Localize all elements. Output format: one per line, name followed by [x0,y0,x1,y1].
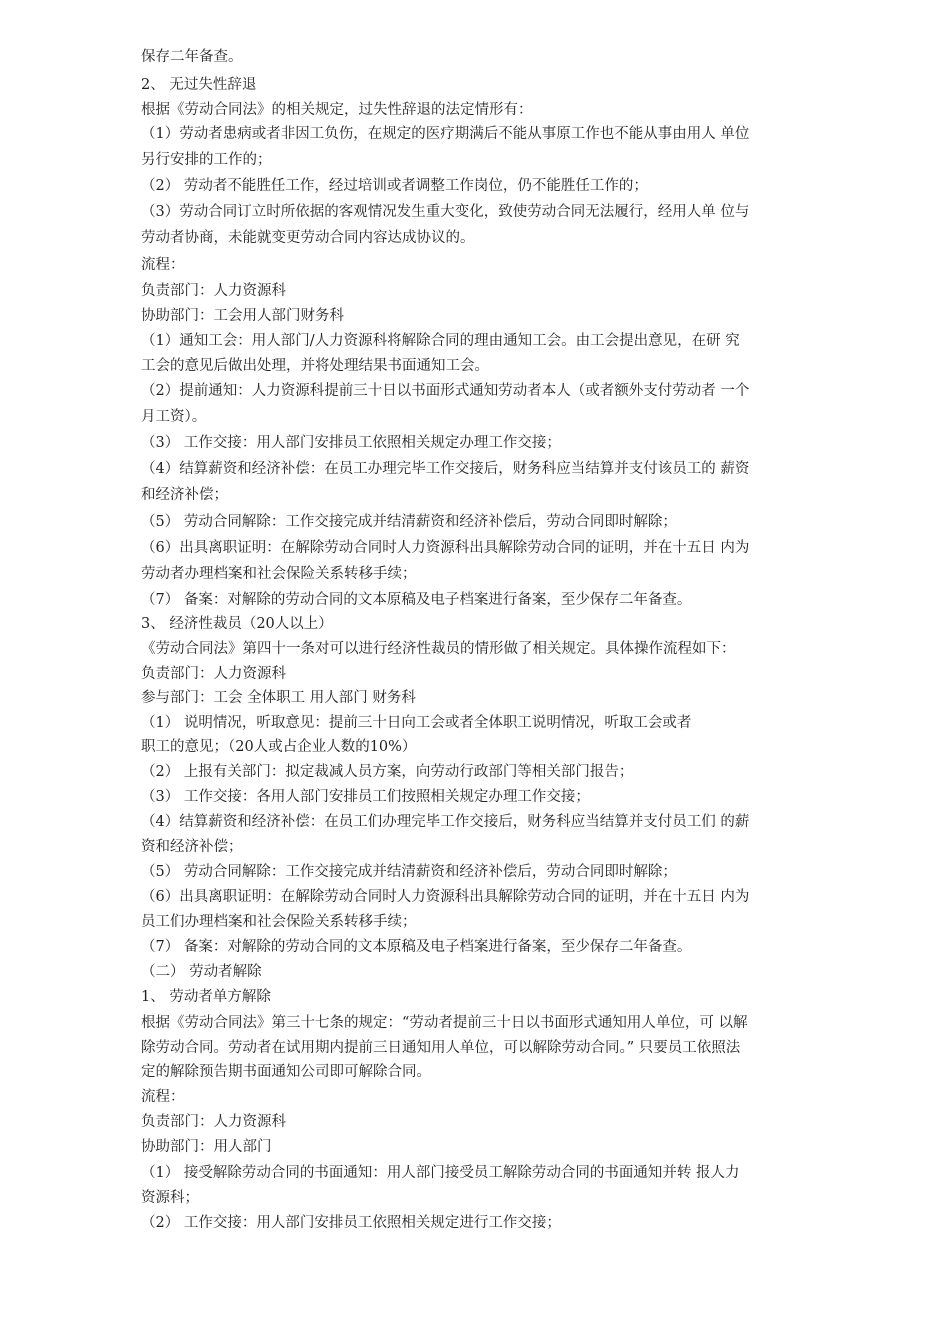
list-item: （7） 备案：对解除的劳动合同的文本原稿及电子档案进行备案，至少保存二年备查。 [141,592,692,608]
text-line: 劳动者办理档案和社会保险关系转移手续； [141,566,417,582]
section-heading: 1、 劳动者单方解除 [141,989,271,1005]
text-line: 负责部门：人力资源科 [141,1114,286,1130]
text-line: 《劳动合同法》第四十一条对可以进行经济性裁员的情形做了相关规定。具体操作流程如下： [141,641,736,657]
list-item: （6）出具离职证明：在解除劳动合同时人力资源科出具解除劳动合同的证明，并在十五日 内为 [141,889,750,905]
text-line: 另行安排的工作的； [141,152,272,168]
text-line: 工会的意见后做出处理，并将处理结果书面通知工会。 [141,358,489,374]
list-item: （7） 备案：对解除的劳动合同的文本原稿及电子档案进行备案，至少保存二年备查。 [141,939,692,955]
text-line: 负责部门：人力资源科 [141,666,286,682]
list-item: （5） 劳动合同解除：工作交接完成并结清薪资和经济补偿后，劳动合同即时解除； [141,514,677,530]
list-item: （3）劳动合同订立时所依据的客观情况发生重大变化，致使劳动合同无法履行，经用人单 位与 [141,204,750,220]
list-item: （5） 劳动合同解除：工作交接完成并结清薪资和经济补偿后，劳动合同即时解除； [141,864,677,880]
text-line: 员工们办理档案和社会保险关系转移手续； [141,914,417,930]
text-line: 资源科； [141,1190,199,1206]
text-line: 月工资）。 [141,409,207,425]
text-line: 根据《劳动合同法》的相关规定，过失性辞退的法定情形有： [141,102,533,118]
text-line: 负责部门：人力资源科 [141,283,286,299]
list-item: （6）出具离职证明：在解除劳动合同时人力资源科出具解除劳动合同的证明，并在十五日 内为 [141,540,750,556]
text-line: 协助部门：用人部门 [141,1139,272,1155]
list-item: （3） 工作交接：用人部门安排员工依照相关规定办理工作交接； [141,435,561,451]
list-item: （4）结算薪资和经济补偿：在员工们办理完毕工作交接后，财务科应当结算并支付员工们 的薪 [141,814,750,830]
list-item: （2）提前通知：人力资源科提前三十日以书面形式通知劳动者本人（或者额外支付劳动者 一个 [141,383,750,399]
list-item: （1）劳动者患病或者非因工负伤，在规定的医疗期满后不能从事原工作也不能从事由用人 单位 [141,126,750,142]
text-line: 资和经济补偿； [141,839,243,855]
text-line: 根据《劳动合同法》第三十七条的规定：“劳动者提前三十日以书面形式通知用人单位，可 以解 [141,1015,748,1031]
text-line: 协助部门：工会用人部门财务科 [141,308,344,324]
list-item: （2） 上报有关部门：拟定裁减人员方案，向劳动行政部门等相关部门报告； [141,764,634,780]
text-line: 参与部门：工会 全体职工 用人部门 财务科 [141,690,416,706]
section-heading: 2、 无过失性辞退 [141,77,257,93]
text-line: 职工的意见；（20人或占企业人数的10%） [141,739,417,755]
text-line: 保存二年备查。 [141,49,243,65]
list-item: （1） 接受解除劳动合同的书面通知：用人部门接受员工解除劳动合同的书面通知并转 报人力 [141,1165,740,1181]
section-heading: （二） 劳动者解除 [141,964,262,980]
list-item: （3） 工作交接：各用人部门安排员工们按照相关规定办理工作交接； [141,789,590,805]
list-item: （4）结算薪资和经济补偿：在员工办理完毕工作交接后，财务科应当结算并支付该员工的 薪资 [141,461,750,477]
text-line: 流程： [141,257,185,273]
list-item: （1）通知工会：用人部门/人力资源科将解除合同的理由通知工会。由工会提出意见，在研 究 [141,333,740,349]
text-line: 劳动者协商，未能就变更劳动合同内容达成协议的。 [141,230,475,246]
list-item: （1） 说明情况，听取意见：提前三十日向工会或者全体职工说明情况，听取工会或者 [141,715,692,731]
list-item: （2） 工作交接：用人部门安排员工依照相关规定进行工作交接； [141,1215,561,1231]
text-line: 除劳动合同。劳动者在试用期内提前三日通知用人单位，可以解除劳动合同。” 只要员工依照法 [141,1040,741,1056]
text-line: 定的解除预告期书面通知公司即可解除合同。 [141,1064,431,1080]
text-line: 和经济补偿； [141,487,228,503]
list-item: （2） 劳动者不能胜任工作，经过培训或者调整工作岗位，仍不能胜任工作的； [141,178,648,194]
text-line: 流程： [141,1089,185,1105]
section-heading: 3、 经济性裁员（20人以上） [141,616,333,632]
